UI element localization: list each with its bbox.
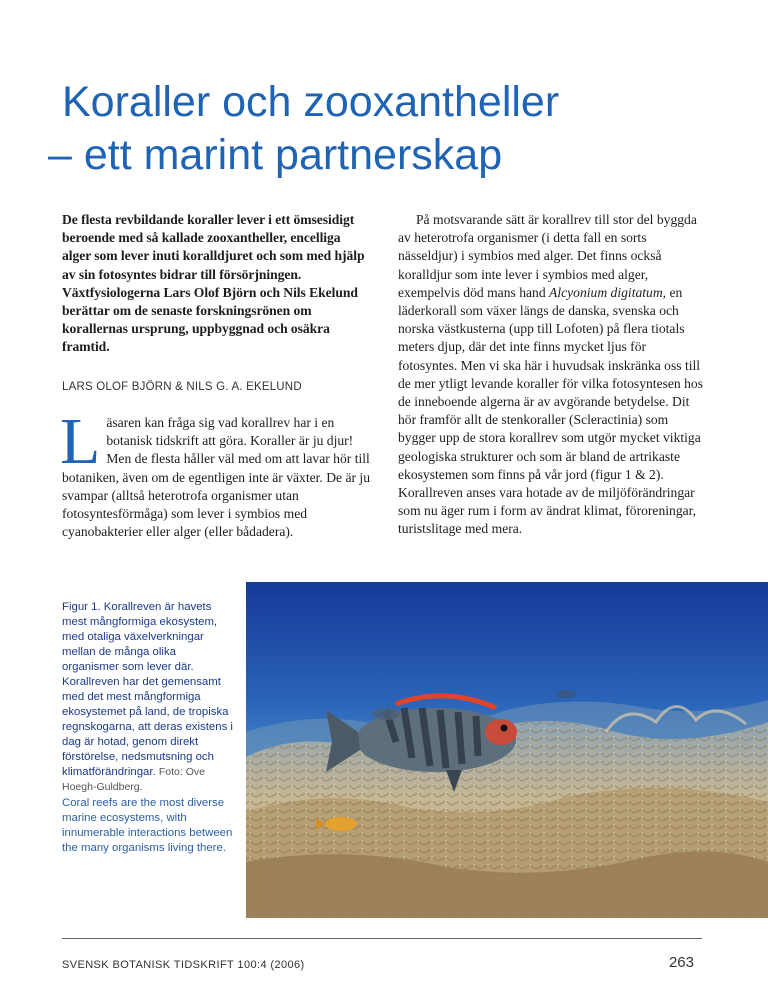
coral-reef-photo <box>246 582 768 918</box>
title-line-1: Koraller och zooxantheller <box>62 78 560 126</box>
lead-column <box>62 211 372 357</box>
figure-caption <box>62 600 234 856</box>
author-byline: LARS OLOF BJÖRN & NILS G. A. EKELUND <box>62 381 302 393</box>
species-name: Alcyonium digitatum <box>549 284 663 300</box>
caption-english: Coral reefs are the most diverse marine ecosystems, with innumerable interactions between the many organisms living there. <box>62 797 233 854</box>
reef-illustration <box>246 582 768 918</box>
right-text-a: På motsvarande sätt är korallrev till stor del byggda av heterotrofa organismer (i detta fall en sorts nässeldjur) i symbios med alger. Det finns också koralldjur som inte lever i symbios med alger, exempelvis död mans hand <box>398 212 697 300</box>
caption-swedish: Figur 1. Korallreven är havets mest mångformiga ekosystem, med otaliga växelverkningar mellan de många olika organismer som lever där. Korallreven har det gemensamt med det mest mångformiga ekosystemet på land, de tropiska regnskogarna, att deras existens i dag är hotad, genom direkt förstörelse, nedsmutsning och klimatförändringar. <box>62 601 233 778</box>
small-fish-orange <box>325 817 357 831</box>
right-text-b: , en läderkorall som växer längs de danska, svenska och norska västkusterna (upp till Lofoten) på flera tiotals meters djup, där det inte finns mycket ljus för fotosyntes. Men vi ska här i huvudsak inskränka oss till de mer ytligt levande koraller för vilka fotosyntesen hos de inneboende algerna är av avgörande betydelse. Dit hör framför allt de stenkoraller (Scleractinia) som bygger upp de stora korallrev som utgör mycket viktiga geologiska strukturer och som är bland de artrikaste ekosystemen som finns på vår jord (figur 1 & 2). Korallreven anses vara hotade av de miljöförändringar som nu äger rum i form av ändrat klimat, föroreningar, turistslitage med mera. <box>398 284 704 537</box>
intro-paragraph <box>60 405 372 541</box>
journal-footer: SVENSK BOTANISK TIDSKRIFT 100:4 (2006) <box>62 959 305 971</box>
page-number: 263 <box>668 954 694 971</box>
right-paragraph <box>398 211 704 539</box>
title-line-2: – ett marint partnerskap <box>48 131 503 179</box>
lead-paragraph: De flesta revbildande koraller lever i ett ömsesidigt beroende med så kallade zooxantheller, encelliga alger som lever inuti koralldjuret och som med hjälp av sin fotosyntes bidrar till försörjningen. Växtfysiologerna Lars Olof Björn och Nils Ekelund berättar om de senaste forskningsrönen om korallernas ursprung, uppbyggnad och osäkra framtid. <box>62 212 365 355</box>
intro-text: äsaren kan fråga sig vad korallrev har i en botanisk tidskrift att göra. Koraller är ju djur! Men de flesta håller väl med om att lavar hör till botaniken, även om de egentligen inte är växter. De är ju svampar (alltså heterotrofa organismer utan fotosyntesförmåga) som lever i symbios med cyanobakterier eller alger (eller bådadera). <box>62 415 371 540</box>
right-column <box>398 211 704 539</box>
article-title <box>48 76 742 182</box>
photo-credit: Foto: Ove Hoegh-Guldberg. <box>62 766 205 793</box>
drop-cap: L <box>60 405 101 478</box>
footer-rule <box>62 938 702 939</box>
